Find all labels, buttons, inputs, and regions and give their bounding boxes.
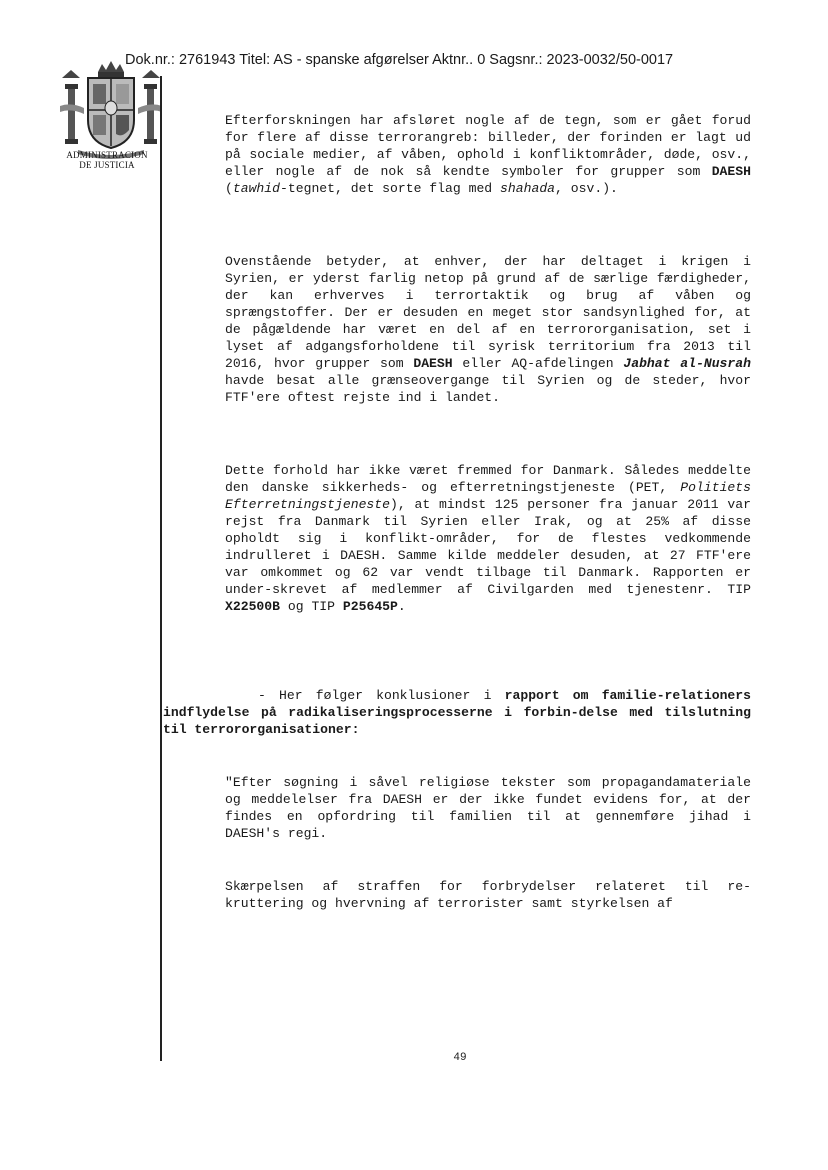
paragraph-1: Efterforskningen har afsløret nogle af de tegn, som er gået forud for flere af disse terrorangreb: billeder, der forinden er lagt ud på sociale medier, af våben, ophold i konfliktområder, døde, osv., eller nogle af de nok så kendte symboler for grupper som DAESH (tawhid-tegnet, det sorte flag med shahada, osv.). — [225, 113, 751, 196]
crest-label — [52, 150, 162, 170]
paragraph-5-quote: "Efter søgning i såvel religiøse tekster som propagandamateriale og meddelelser fra DAESH er der ikke fundet evidens for, at der findes en opfordring til familien til at gennemføre jihad i DAESH's regi. — [225, 775, 751, 841]
paragraph-6: Skærpelsen af straffen for forbrydelser relateret til re-kruttering og hvervning af terrorister samt styrkelsen af — [225, 879, 751, 911]
paragraph-3: Dette forhold har ikke været fremmed for Danmark. Således meddelte den danske sikkerheds- og efterretningstjeneste (PET, Politiets Efterretningstjeneste), at mindst 125 personer fra januar 2011 var rejst fra Danmark til Syrien eller Irak, og at 25% af disse opholdt sig i konflikt-områder, for de flestes vedkommende indrulleret i DAESH. Samme kilde meddeler desuden, at 27 FTF'ere var omkommet og 62 var vendt tilbage til Danmark. Rapporten er under-skrevet af medlemmer af Civilgarden med tjenestenr. TIP X22500B og TIP P25645P. — [225, 463, 751, 614]
margin-rule — [160, 76, 162, 1061]
paragraph-4-section-heading: - Her følger konklusioner i rapport om familie-relationers indflydelse på radikaliseringsprocesserne i forbin-delse med tilslutning til terrororganisationer: — [163, 688, 751, 737]
crest-label-line-2: DE JUSTICIA — [79, 160, 135, 170]
crest-label-line-1: ADMINISTRACION — [66, 150, 148, 160]
paragraph-2: Ovenstående betyder, at enhver, der har deltaget i krigen i Syrien, er yderst farlig netop på grund af de særlige færdigheder, der kan erhverves i terrortaktik og brug af våben og sprængstoffer. Der er desuden en meget stor sandsynlighed for, at de pågældende har været en del af en terrororganisation, set i lyset af adgangsforholdene til syrisk territorium fra 2013 til 2016, hvor grupper som DAESH eller AQ-afdelingen Jabhat al-Nusrah havde besat alle grænseovergange til Syrien og de steder, hvor FTF'ere oftest rejste ind i landet. — [225, 254, 751, 405]
document-header: Dok.nr.: 2761943 Titel: AS - spanske afgørelser Aktnr.. 0 Sagsnr.: 2023-0032/50-0017 — [125, 52, 674, 68]
page-number: 49 — [453, 1052, 467, 1064]
